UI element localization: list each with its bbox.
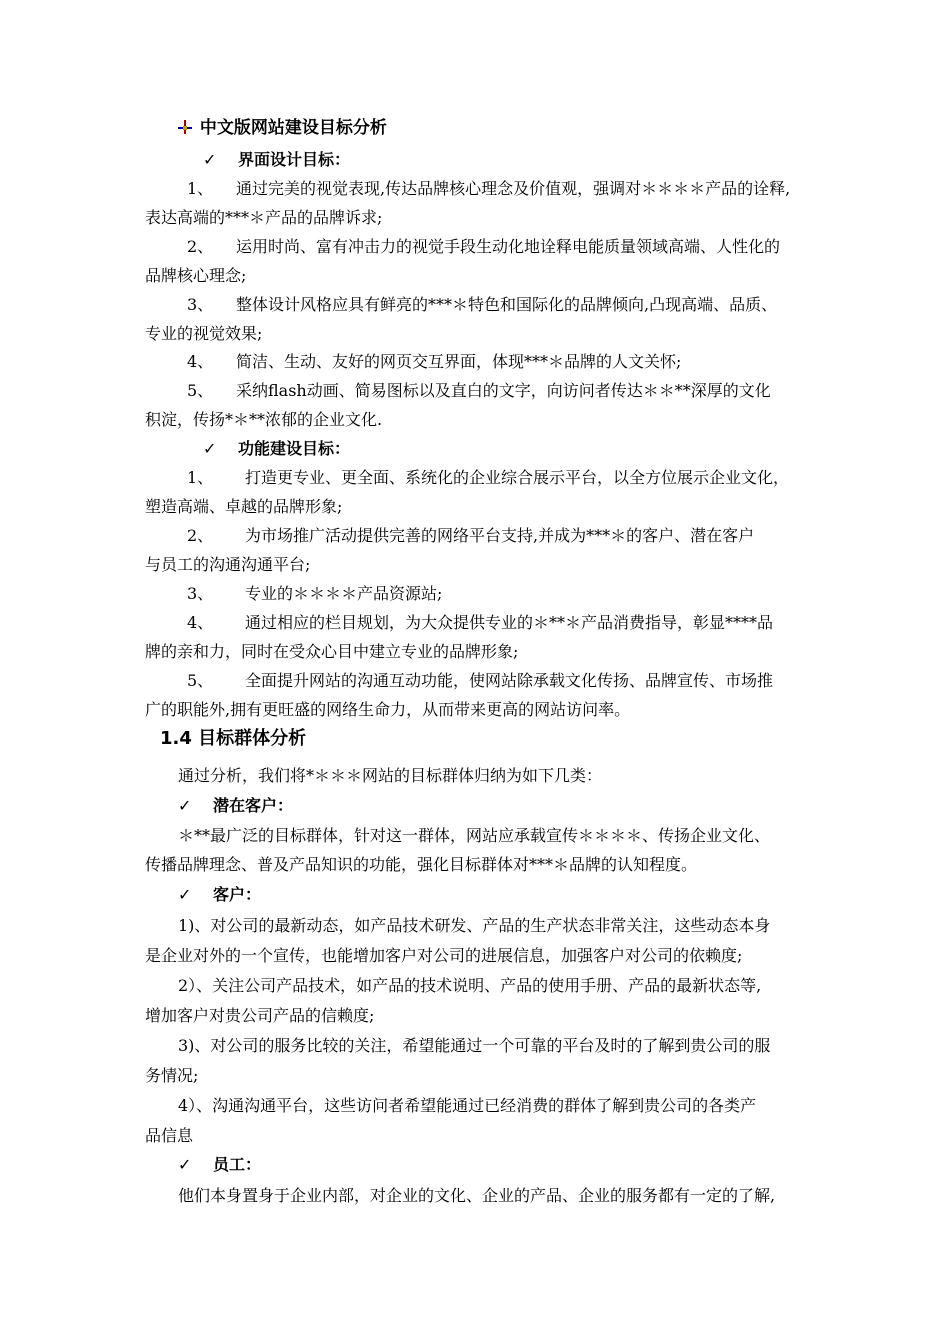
- paragraph-line: 2）、关注公司产品技术，如产品的技术说明、产品的使用手册、产品的最新状态等,: [178, 976, 762, 995]
- list-item-num: 3、: [187, 584, 214, 603]
- section-title: 中文版网站建设目标分析: [199, 118, 387, 138]
- list-item-num: 1、: [187, 468, 214, 487]
- list-item-text: 采纳flash动画、简易图标以及直白的文字，向访问者传达＊＊**深厚的文化: [236, 381, 771, 400]
- four-point-bullet-icon: [176, 119, 194, 137]
- staff-heading: [178, 1155, 261, 1175]
- list-item-text: 运用时尚、富有冲击力的视觉手段生动化地诠释电能质量领域高端、人性化的: [236, 237, 781, 256]
- list-item-num: 1、: [187, 179, 214, 198]
- staff-title: 员工：: [212, 1155, 261, 1174]
- check-icon: ✓: [203, 150, 217, 169]
- section-1-4-title: 1.4 目标群体分析: [160, 728, 307, 749]
- list-item-text: 通过相应的栏目规划，为大众提供专业的＊**＊产品消费指导，彰显****品: [245, 613, 774, 632]
- list-item-text: 牌的亲和力，同时在受众心目中建立专业的品牌形象;: [145, 642, 519, 661]
- func-goals-heading: [203, 439, 350, 459]
- section-heading: [176, 118, 387, 138]
- paragraph-line: 3)、对公司的服务比较的关注，希望能通过一个可靠的平台及时的了解到贵公司的服: [178, 1036, 771, 1055]
- paragraph-line: 品信息: [145, 1126, 194, 1145]
- check-icon: ✓: [178, 1155, 192, 1174]
- ui-goals-heading: [203, 150, 350, 170]
- list-item-num: 5、: [187, 381, 214, 400]
- func-goals-title: 功能建设目标：: [237, 439, 350, 458]
- ui-goals-title: 界面设计目标：: [237, 150, 350, 169]
- check-icon: ✓: [203, 439, 217, 458]
- paragraph-line: 4）、沟通沟通平台，这些访问者希望能通过已经消费的群体了解到贵公司的各类产: [178, 1096, 757, 1115]
- list-item-text: 与员工的沟通沟通平台;: [145, 555, 311, 574]
- potential-title: 潜在客户：: [212, 796, 293, 815]
- list-item-text: 打造更专业、更全面、系统化的企业综合展示平台，以全方位展示企业文化，: [245, 468, 790, 487]
- paragraph-line: 增加客户对贵公司产品的信赖度;: [145, 1006, 375, 1025]
- paragraph-line: 传播品牌理念、普及产品知识的功能，强化目标群体对***＊品牌的认知程度。: [145, 855, 698, 874]
- customer-title: 客户：: [212, 885, 261, 904]
- list-item-text: 表达高端的***＊产品的品牌诉求;: [145, 208, 383, 227]
- potential-heading: [178, 796, 293, 816]
- list-item-num: 4、: [187, 613, 214, 632]
- list-item-text: 专业的视觉效果;: [145, 324, 263, 343]
- list-item-num: 2、: [187, 237, 214, 256]
- paragraph-line: 1)、对公司的最新动态，如产品技术研发、产品的生产状态非常关注，这些动态本身: [178, 916, 771, 935]
- paragraph-line: 务情况;: [145, 1066, 199, 1085]
- list-item-num: 3、: [187, 295, 214, 314]
- paragraph-line: ＊**最广泛的目标群体，针对这一群体，网站应承载宣传＊＊＊＊、传扬企业文化、: [178, 826, 771, 845]
- list-item-text: 全面提升网站的沟通互动功能，使网站除承载文化传扬、品牌宣传、市场推: [245, 671, 774, 690]
- intro-paragraph: 通过分析，我们将*＊＊＊网站的目标群体归纳为如下几类：: [178, 766, 603, 785]
- list-item-text: 积淀，传扬*＊**浓郁的企业文化.: [145, 410, 383, 429]
- list-item-text: 品牌核心理念;: [145, 266, 247, 285]
- list-item-num: 5、: [187, 671, 214, 690]
- paragraph-line: 他们本身置身于企业内部，对企业的文化、企业的产品、企业的服务都有一定的了解,: [178, 1186, 776, 1205]
- paragraph-line: 是企业对外的一个宣传，也能增加客户对公司的进展信息，加强客户对公司的依赖度;: [145, 946, 743, 965]
- list-item-num: 4、: [187, 352, 214, 371]
- list-item-text: 整体设计风格应具有鲜亮的***＊特色和国际化的品牌倾向,凸现高端、品质、: [236, 295, 778, 314]
- customer-heading: [178, 885, 261, 905]
- list-item-text: 塑造高端、卓越的品牌形象;: [145, 497, 343, 516]
- list-item-num: 2、: [187, 526, 214, 545]
- list-item-text: 为市场推广活动提供完善的网络平台支持,并成为***＊的客户、潜在客户: [245, 526, 755, 545]
- check-icon: ✓: [178, 796, 192, 815]
- list-item-text: 专业的＊＊＊＊产品资源站;: [245, 584, 443, 603]
- list-item-text: 通过完美的视觉表现,传达品牌核心理念及价值观，强调对＊＊＊＊产品的诠释,: [236, 179, 791, 198]
- check-icon: ✓: [178, 885, 192, 904]
- list-item-text: 简洁、生动、友好的网页交互界面，体现***＊品牌的人文关怀;: [236, 352, 682, 371]
- list-item-text: 广的职能外,拥有更旺盛的网络生命力，从而带来更高的网站访问率。: [145, 700, 631, 719]
